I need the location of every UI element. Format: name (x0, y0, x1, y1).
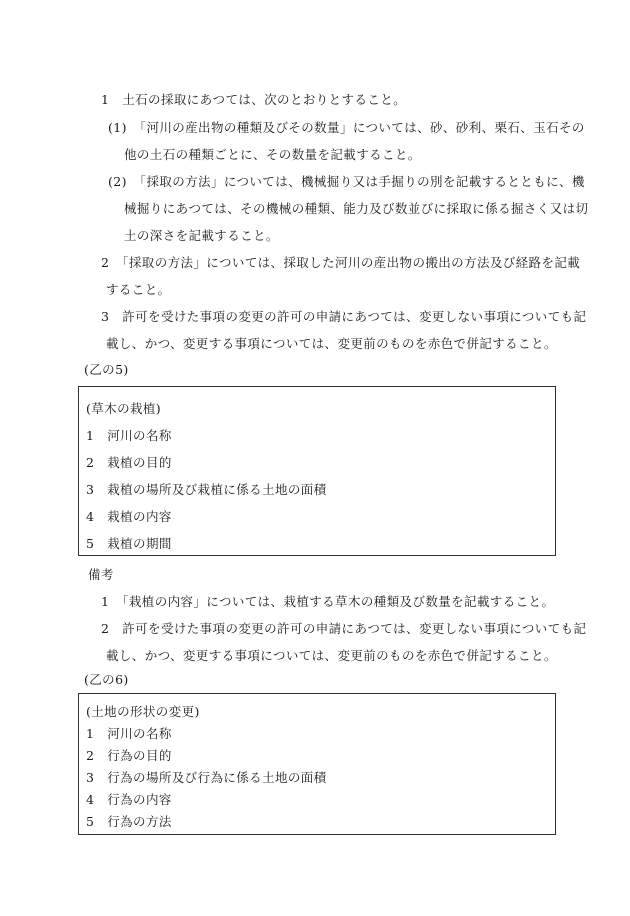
form5-label: (乙の5) (84, 362, 129, 377)
remark-line: 1 土石の採取にあつては、次のとおりとすること。 (101, 92, 407, 107)
form5-remark-line: 1 「栽植の内容」については、栽植する草木の種類及び数量を記載すること。 (101, 594, 555, 609)
form5-title: (草木の栽植) (86, 401, 162, 416)
form6-item: 3 行為の場所及び行為に係る土地の面積 (86, 770, 327, 785)
form5-item: 1 河川の名称 (86, 428, 172, 443)
form5-item: 4 栽植の内容 (86, 509, 172, 524)
form6-item: 2 行為の目的 (86, 748, 172, 763)
form5-item: 3 栽植の場所及び栽植に係る土地の面積 (86, 482, 327, 497)
remark-line: 他の土石の種類ごとに、その数量を記載すること。 (124, 147, 421, 162)
form5-remark-line: 2 許可を受けた事項の変更の許可の申請にあつては、変更しない事項についても記 (101, 621, 587, 636)
remark-line: 械掘りにあつては、その機械の種類、能力及び数並びに採取に係る掘さく又は切 (124, 201, 589, 216)
remark-line: 3 許可を受けた事項の変更の許可の申請にあつては、変更しない事項についても記 (101, 309, 587, 324)
remark-line: すること。 (106, 282, 171, 297)
form6-item: 4 行為の内容 (86, 792, 172, 807)
remark-line: 2 「採取の方法」については、採取した河川の産出物の搬出の方法及び経路を記載 (101, 255, 581, 270)
form5-item: 2 栽植の目的 (86, 455, 172, 470)
form5-item: 5 栽植の期間 (86, 536, 172, 551)
form6-label: (乙の6) (84, 672, 129, 687)
form6-item: 1 河川の名称 (86, 726, 172, 741)
form6-title: (土地の形状の変更) (86, 704, 200, 719)
form6-box (78, 693, 556, 835)
form5-remark-line: 載し、かつ、変更する事項については、変更前のものを赤色で併記すること。 (106, 648, 557, 663)
remark-line: (1) 「河川の産出物の種類及びその数量」については、砂、砂利、栗石、玉石その (108, 120, 585, 135)
form6-item: 5 行為の方法 (86, 814, 172, 829)
form5-remarks-label: 備考 (88, 567, 114, 582)
remark-line: 載し、かつ、変更する事項については、変更前のものを赤色で併記すること。 (106, 336, 557, 351)
form5-box (78, 386, 556, 556)
remark-line: 土の深さを記載すること。 (124, 228, 279, 243)
remark-line: (2) 「採取の方法」については、機械掘り又は手掘りの別を記載するとともに、機 (108, 174, 585, 189)
